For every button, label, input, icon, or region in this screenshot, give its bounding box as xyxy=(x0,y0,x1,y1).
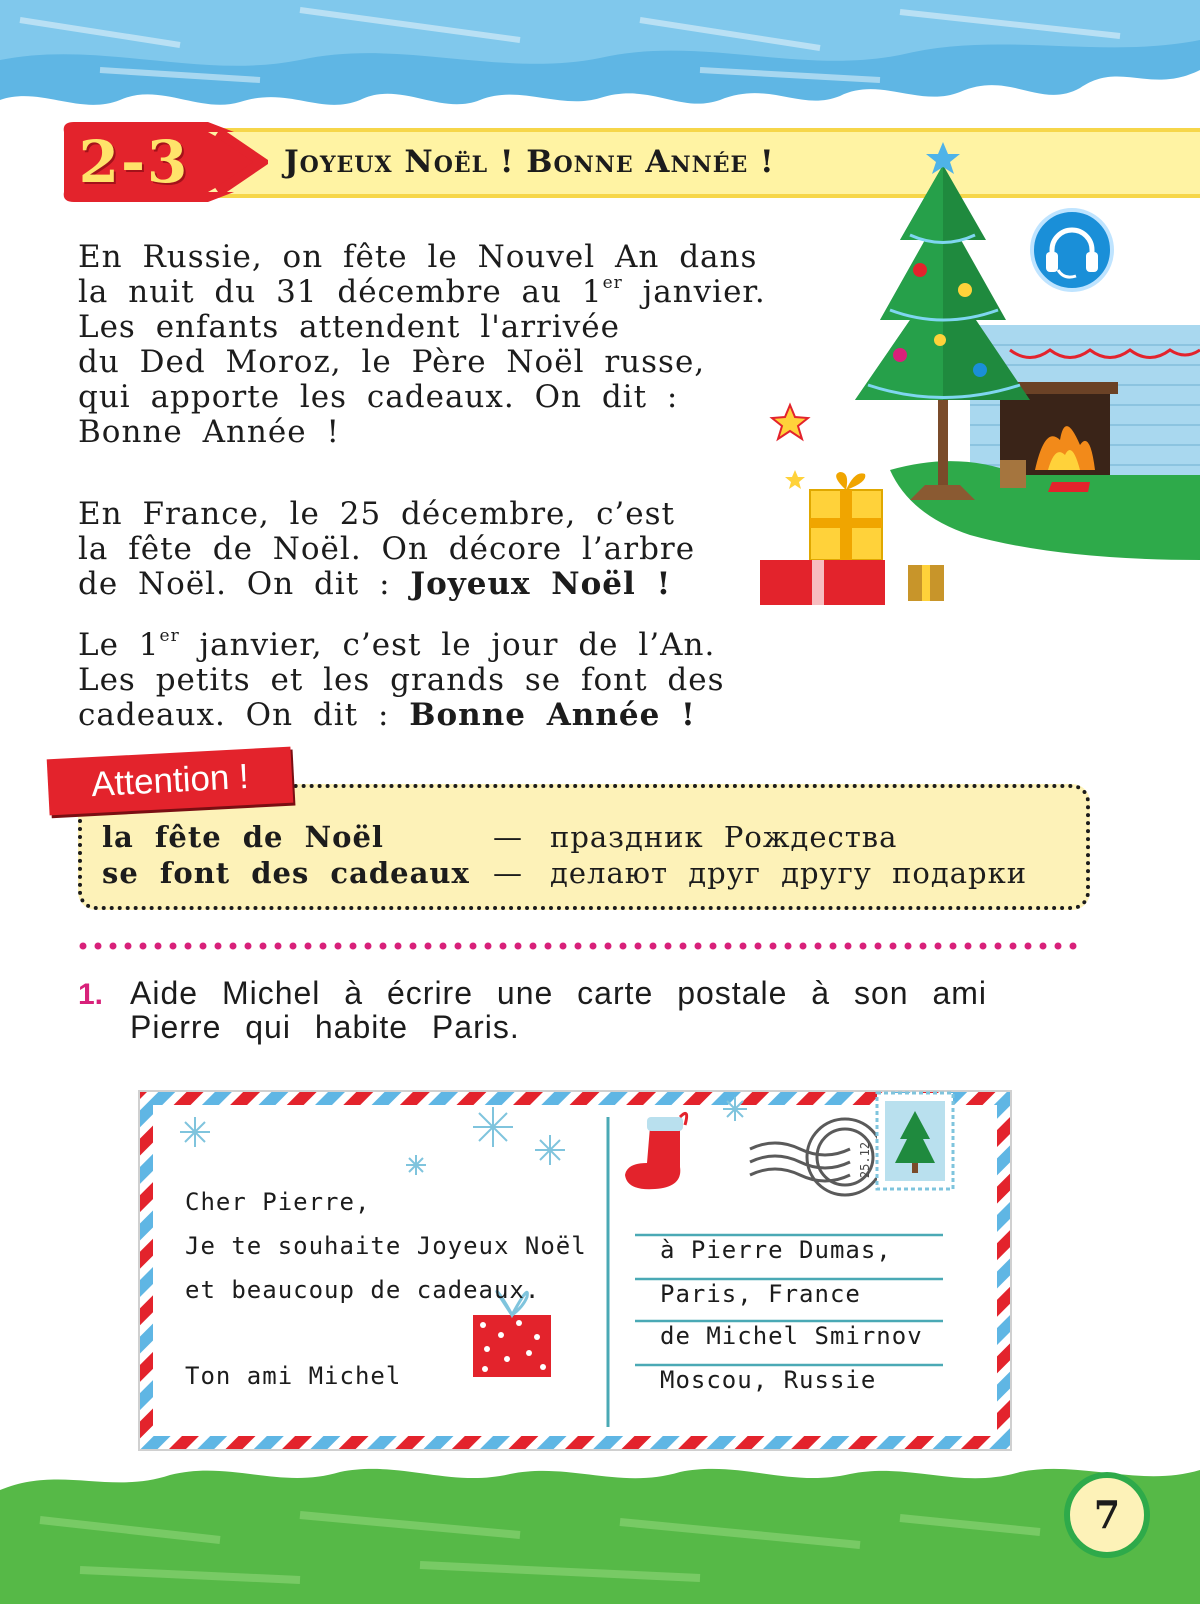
address-line: de Michel Smirnov xyxy=(660,1322,923,1350)
postcard-signature: Ton ami Michel xyxy=(185,1362,402,1390)
text-line: la nuit du 31 décembre au 1er janvier. xyxy=(78,273,766,310)
text-line: cadeaux. On dit : Bonne Année ! xyxy=(78,697,696,733)
postcard-message-line: et beaucoup de cadeaux. xyxy=(185,1276,541,1304)
postcard-message-line: Je te souhaite Joyeux Noël xyxy=(185,1232,587,1260)
text-line: Aide Michel à écrire une carte postale à son ami xyxy=(130,975,988,1011)
headphones-icon xyxy=(1034,212,1110,288)
vocabulary-term: se font des cadeaux xyxy=(102,856,470,890)
text-line: Pierre qui habite Paris. xyxy=(130,1009,520,1045)
vocabulary-row xyxy=(102,820,1082,855)
exercise-instruction xyxy=(130,976,1090,1044)
audio-play-button[interactable] xyxy=(1030,208,1114,292)
lesson-number: 2-3 xyxy=(78,128,190,196)
postcard-greeting: Cher Pierre, xyxy=(185,1188,371,1216)
vocabulary-dash: — xyxy=(493,820,523,854)
text-line: Le 1er janvier, c’est le jour de l’An. xyxy=(78,626,716,663)
exercise-number: 1. xyxy=(78,978,104,1011)
vocabulary-dash: — xyxy=(493,856,523,890)
text-line: la fête de Noël. On décore l’arbre xyxy=(78,531,696,567)
text-line: Bonne Année ! xyxy=(78,414,340,450)
address-line: à Pierre Dumas, xyxy=(660,1236,892,1264)
christmas-scene-illustration xyxy=(760,140,1200,630)
text-line: Les petits et les grands se font des xyxy=(78,662,725,698)
paragraph-russia xyxy=(78,240,838,450)
text-line: de Noël. On dit : Joyeux Noël ! xyxy=(78,566,672,602)
paragraph-new-year xyxy=(78,628,838,733)
dotted-separator xyxy=(78,941,1092,951)
top-decorative-band xyxy=(0,0,1200,125)
attention-label: Attention ! xyxy=(90,756,250,805)
address-line: Paris, France xyxy=(660,1280,861,1308)
bottom-decorative-band xyxy=(0,1460,1200,1604)
text-line: qui apporte les cadeaux. On dit : xyxy=(78,379,679,415)
vocabulary-term: la fête de Noël xyxy=(102,820,384,854)
text-line: En France, le 25 décembre, c’est xyxy=(78,496,675,532)
page-number: 7 xyxy=(1093,1492,1121,1537)
postcard xyxy=(135,1087,1015,1454)
text-line: Les enfants attendent l'arrivée xyxy=(78,309,620,345)
vocabulary-translation: праздник Рождества xyxy=(550,820,898,854)
address-line: Moscou, Russie xyxy=(660,1366,877,1394)
lesson-title: Joyeux Noël ! Bonne Année ! xyxy=(284,144,775,180)
paragraph-france xyxy=(78,497,838,602)
vocabulary-row xyxy=(102,856,1082,891)
vocabulary-translation: делают друг другу подарки xyxy=(550,856,1028,890)
text-line: En Russie, on fête le Nouvel An dans xyxy=(78,239,758,275)
postmark-date: 25.12 xyxy=(858,1141,872,1179)
text-line: du Ded Moroz, le Père Noël russe, xyxy=(78,344,706,380)
